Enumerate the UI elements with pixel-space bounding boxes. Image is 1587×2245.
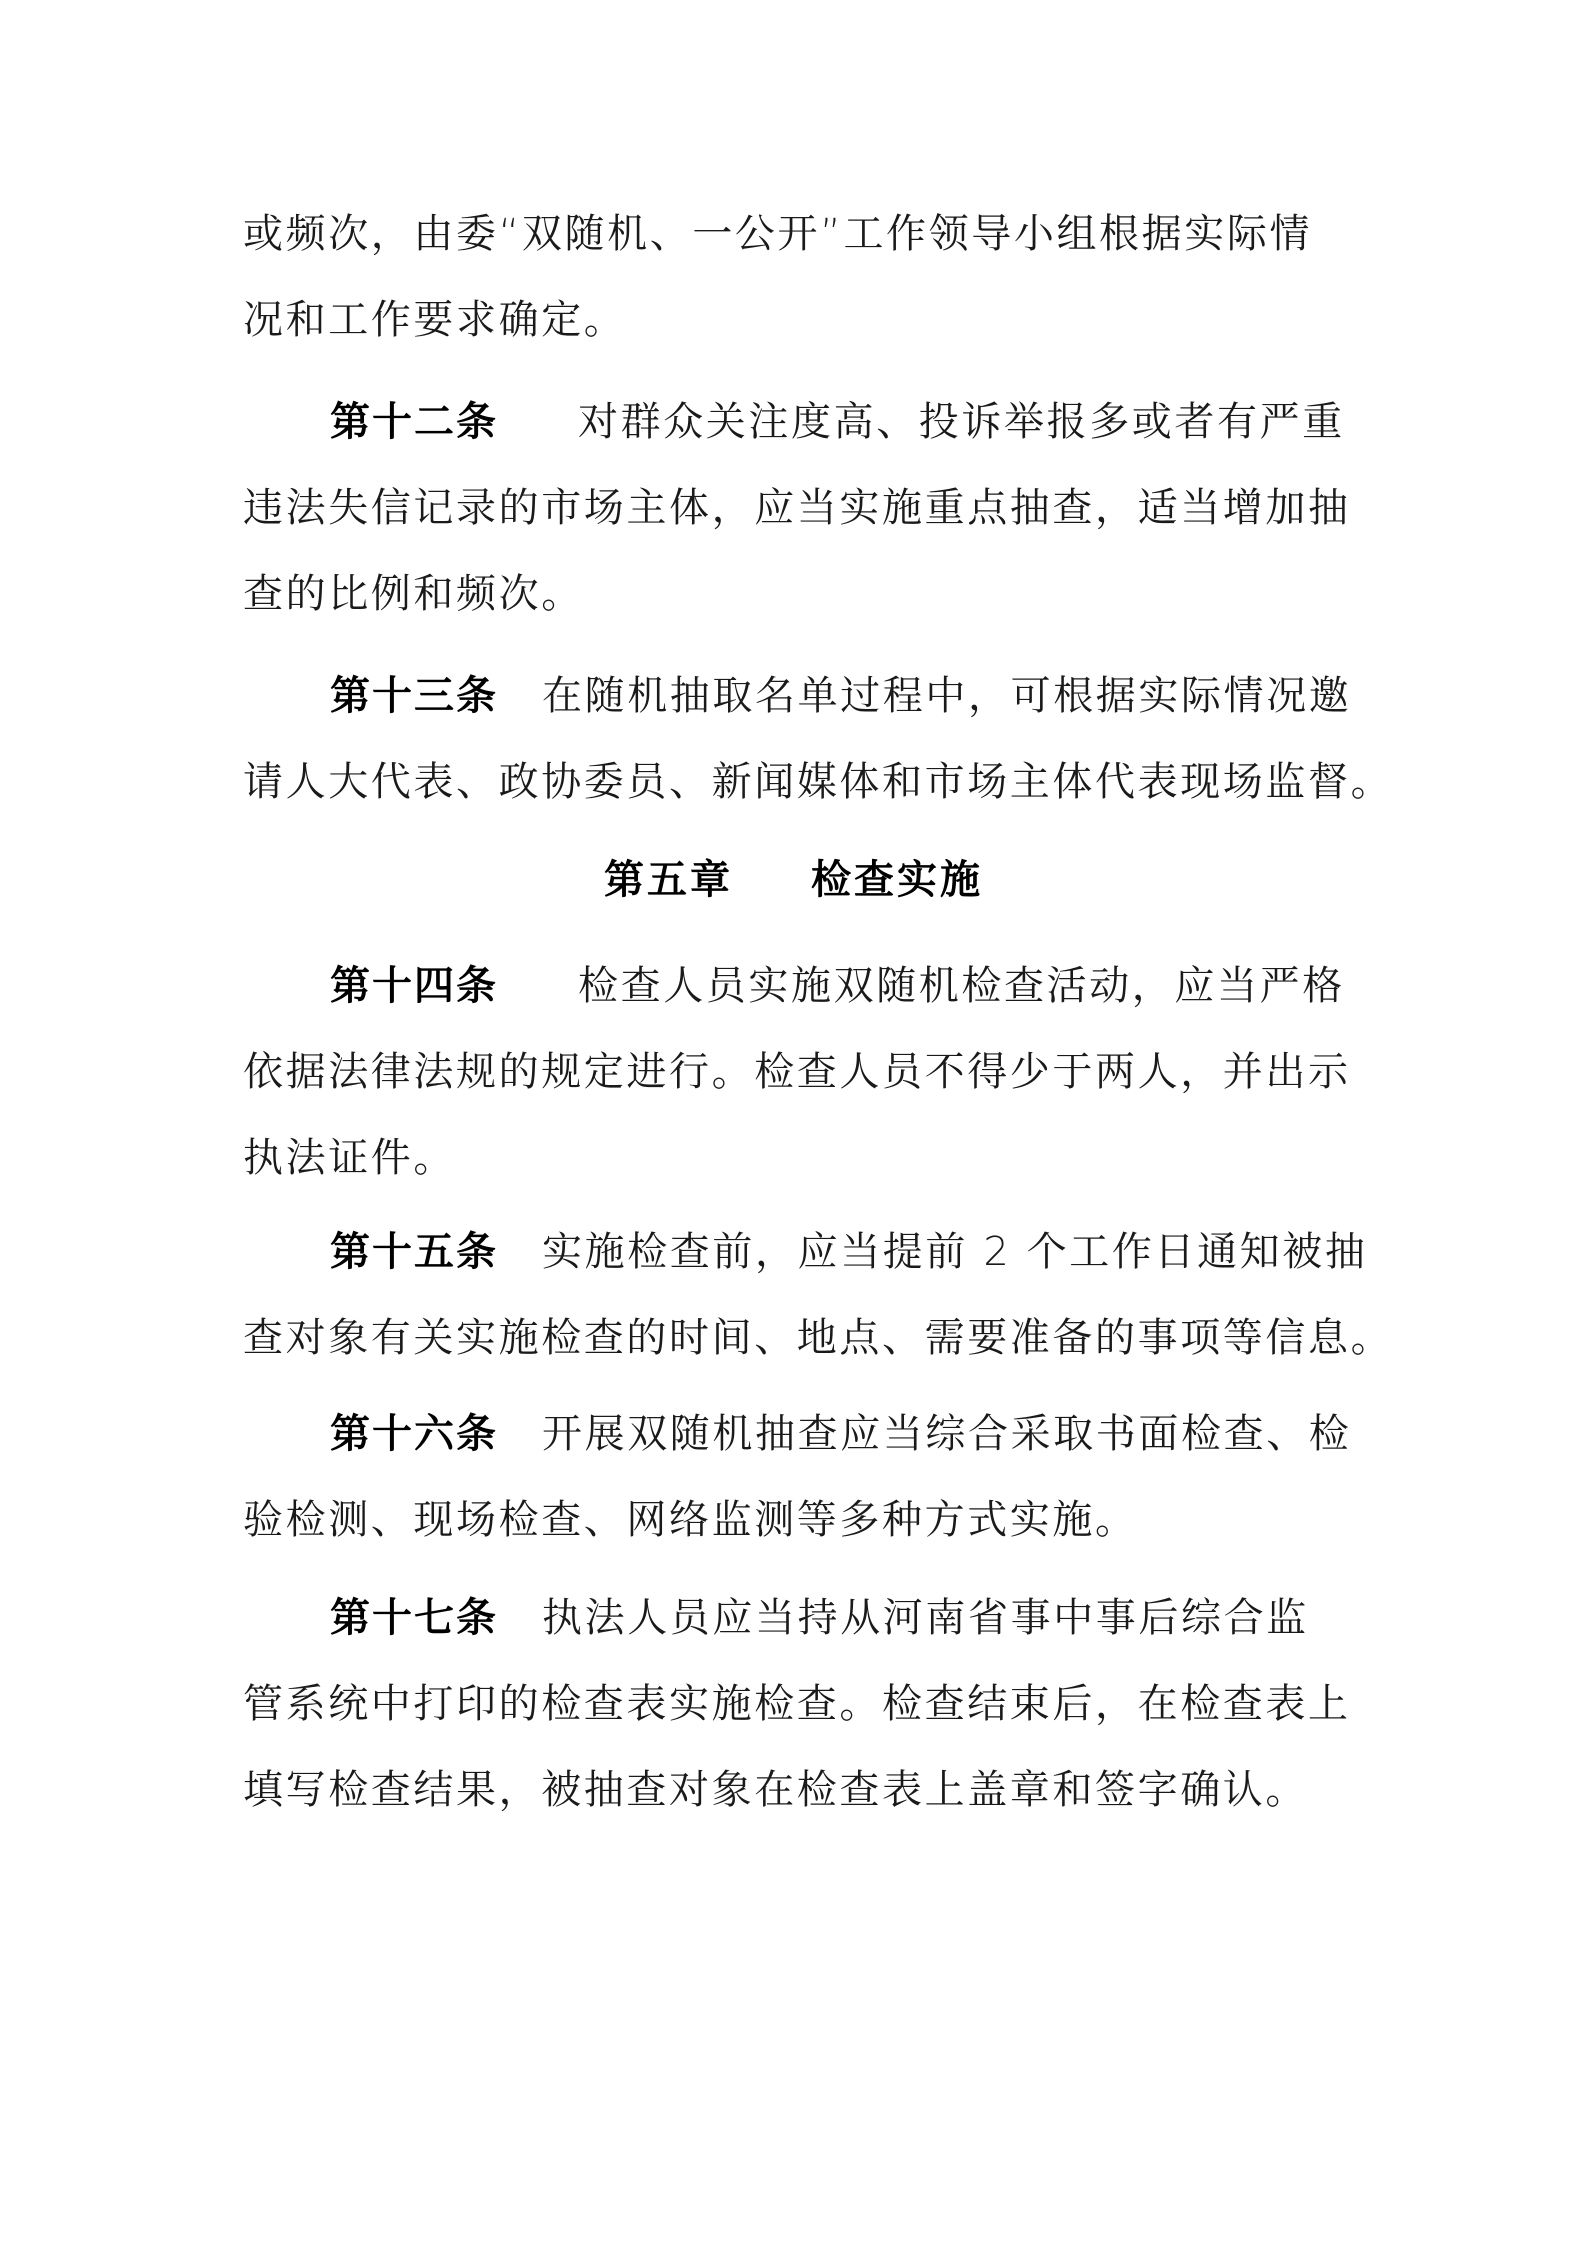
chapter-heading: [0, 856, 1587, 904]
paragraph-line: 查对象有关实施检查的时间、地点、需要准备的事项等信息。: [243, 1315, 1394, 1361]
paragraph-line: 违法失信记录的市场主体，应当实施重点抽查，适当增加抽: [243, 485, 1351, 531]
paragraph-line: 管系统中打印的检查表实施检查。检查结束后，在检查表上: [243, 1681, 1351, 1727]
paragraph-line: 填写检查结果，被抽查对象在检查表上盖章和签字确认。: [243, 1767, 1308, 1813]
article-title: 第十七条: [330, 1595, 498, 1641]
article-14-first-line: [330, 962, 1440, 1010]
article-17-first-line: [330, 1594, 1440, 1642]
chapter-title: 检查实施: [811, 857, 983, 903]
paragraph-line: 或频次，由委“双随机、一公开”工作领导小组根据实际情: [243, 211, 1313, 257]
paragraph-line: 依据法律法规的规定进行。检查人员不得少于两人，并出示: [243, 1049, 1351, 1095]
article-title: 第十二条: [330, 399, 498, 445]
article-text: 执法人员应当持从河南省事中事后综合监: [542, 1595, 1309, 1641]
article-15-first-line: [330, 1228, 1440, 1276]
article-13-first-line: [330, 672, 1440, 720]
article-title: 第十三条: [330, 673, 498, 719]
article-text: 对群众关注度高、投诉举报多或者有严重: [578, 399, 1345, 445]
article-text: 在随机抽取名单过程中，可根据实际情况邀: [542, 673, 1352, 719]
article-title: 第十四条: [330, 963, 498, 1009]
article-text: 开展双随机抽查应当综合采取书面检查、检: [542, 1411, 1352, 1457]
paragraph-line: 查的比例和频次。: [243, 571, 584, 617]
article-16-first-line: [330, 1410, 1440, 1458]
article-12-first-line: [330, 398, 1440, 446]
paragraph-line: 请人大代表、政协委员、新闻媒体和市场主体代表现场监督。: [243, 759, 1394, 805]
paragraph-line: 况和工作要求确定。: [243, 297, 627, 343]
article-title: 第十六条: [330, 1411, 498, 1457]
article-text: 检查人员实施双随机检查活动，应当严格: [578, 963, 1345, 1009]
article-title: 第十五条: [330, 1229, 498, 1275]
paragraph-line: 验检测、现场检查、网络监测等多种方式实施。: [243, 1497, 1138, 1543]
chapter-number: 第五章: [604, 857, 733, 903]
paragraph-line: 执法证件。: [243, 1135, 456, 1181]
article-text: 实施检查前，应当提前 2 个工作日通知被抽: [542, 1229, 1368, 1275]
